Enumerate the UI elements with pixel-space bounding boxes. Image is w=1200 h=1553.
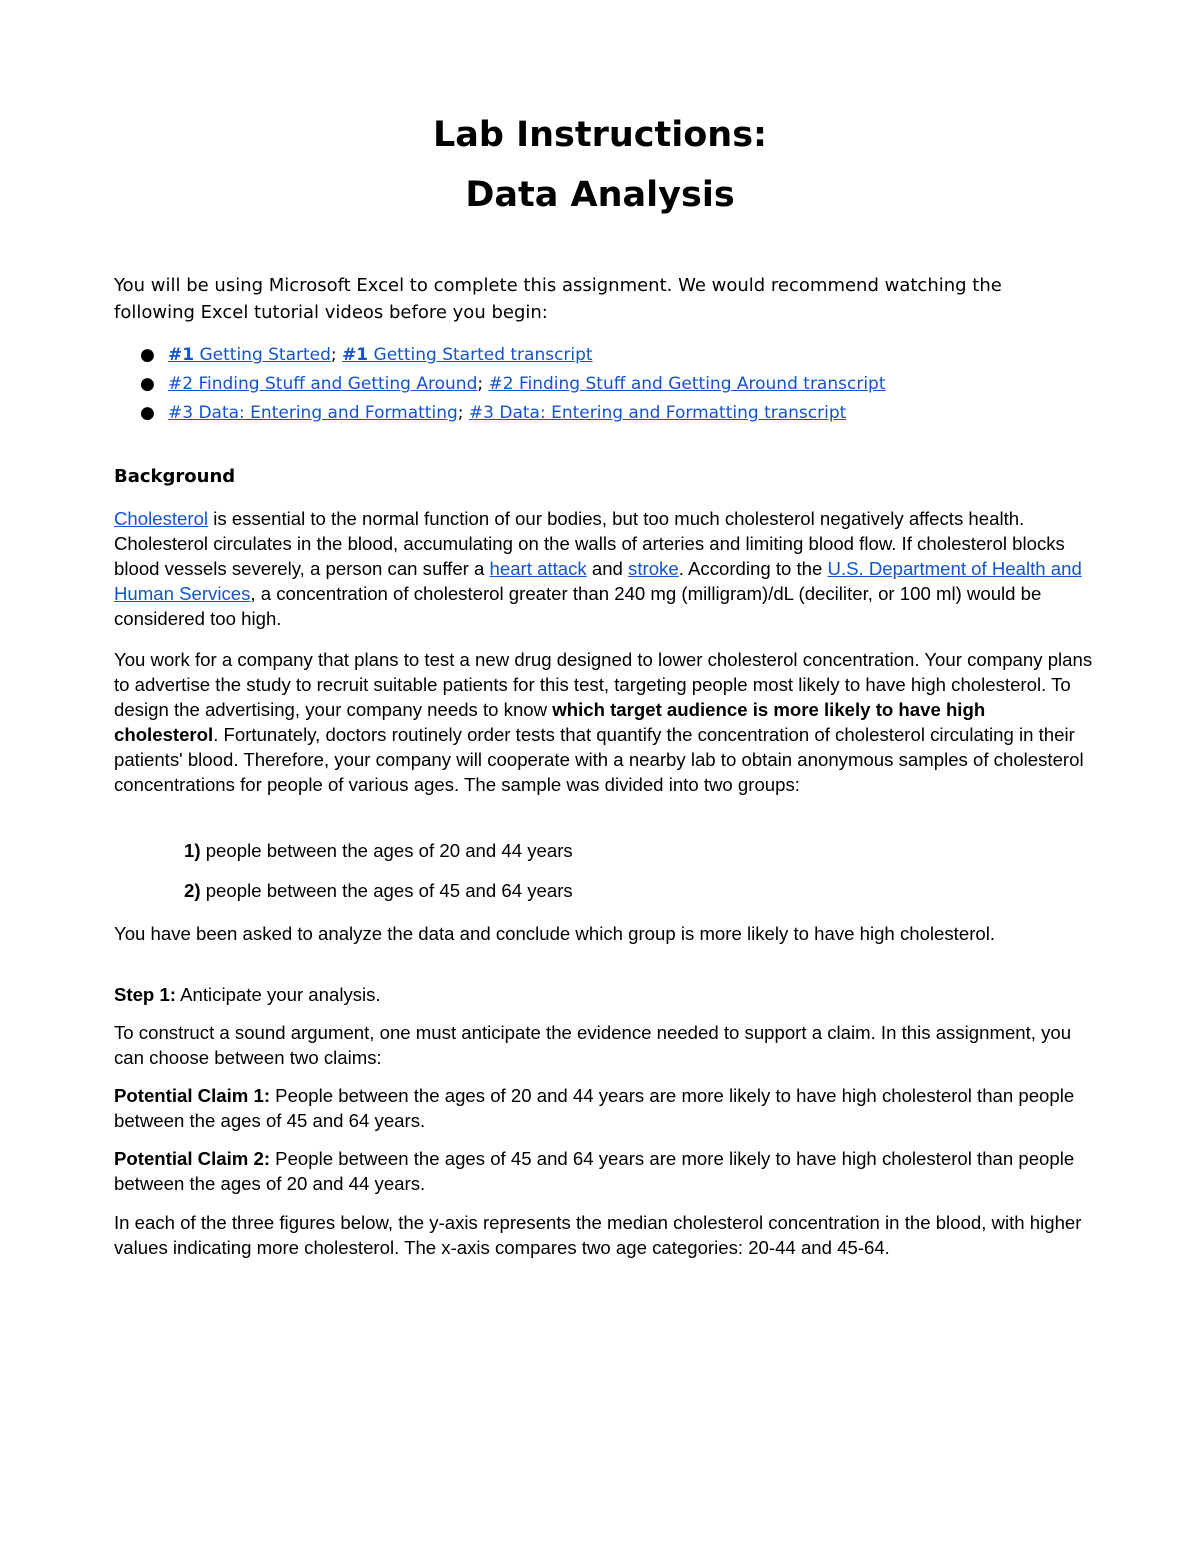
bullet-icon: ● bbox=[140, 374, 155, 394]
group-1: 1) people between the ages of 20 and 44 years bbox=[184, 840, 573, 861]
company-paragraph: You work for a company that plans to test a new drug designed to lower cholesterol concentration. Your company plans to advertise the study to recruit suitable patients for this test, targeting people most likely to have high cholesterol. To design the advertising, your company needs to know which target audience is more likely to have high cholesterol. Fortunately, doctors routinely order tests that quantify the concentration of cholesterol circulating in their patients' blood. Therefore, your company will cooperate with a nearby lab to obtain anonymous samples of cholesterol concentrations for people of various ages. The sample was divided into two groups: bbox=[114, 649, 1093, 795]
title-line-1: Lab Instructions: bbox=[432, 115, 768, 155]
group-2: 2) people between the ages of 45 and 64 years bbox=[184, 880, 573, 901]
link-data-entering[interactable]: #3 Data: Entering and Formatting bbox=[168, 403, 458, 423]
target-audience-emphasis: which target audience is more likely to have high cholesterol bbox=[114, 699, 986, 745]
figures-paragraph: In each of the three figures below, the y-axis represents the median cholesterol concentration in the blood, with higher values indicating more cholesterol. The x-axis compares two age categories: 20-44 and 45-64. bbox=[114, 1212, 1082, 1258]
link-separator: ; bbox=[330, 345, 343, 365]
construct-paragraph: To construct a sound argument, one must anticipate the evidence needed to support a claim. In this assignment, you can choose between two claims: bbox=[114, 1022, 1072, 1068]
link-separator: ; bbox=[477, 374, 489, 394]
tutorial-link-list bbox=[140, 342, 886, 429]
asked-paragraph: You have been asked to analyze the data and conclude which group is more likely to have high cholesterol. bbox=[114, 923, 996, 944]
claim-2: Potential Claim 2: People between the ages of 45 and 64 years are more likely to have high cholesterol than people between the ages of 20 and 44 years. bbox=[114, 1148, 1075, 1194]
list-item bbox=[140, 400, 886, 429]
link-hhs[interactable]: U.S. Department of Health and Human Services bbox=[114, 558, 1082, 604]
link-stroke[interactable]: stroke bbox=[628, 558, 679, 579]
list-item bbox=[140, 371, 886, 400]
link-getting-started-transcript[interactable]: #1 Getting Started transcript bbox=[342, 345, 593, 365]
link-separator: ; bbox=[457, 403, 469, 423]
list-item bbox=[140, 342, 886, 371]
link-getting-started[interactable]: #1 Getting Started bbox=[168, 345, 331, 365]
intro-paragraph: You will be using Microsoft Excel to complete this assignment. We would recommend watching the following Excel tutorial videos before you begin: bbox=[114, 275, 1002, 323]
background-paragraph: Cholesterol is essential to the normal function of our bodies, but too much cholesterol negatively affects health. Cholesterol circulates in the blood, accumulating on the walls of arteries and limiting blood flow. If cholesterol blocks blood vessels severely, a person can suffer a heart attack and stroke. According to the U.S. Department of Health and Human Services, a concentration of cholesterol greater than 240 mg (milligram)/dL (deciliter, or 100 ml) would be considered too high. bbox=[114, 508, 1082, 629]
bullet-icon: ● bbox=[140, 403, 155, 423]
bullet-icon: ● bbox=[140, 345, 155, 365]
step-1-heading: Step 1: Anticipate your analysis. bbox=[114, 984, 381, 1005]
title-line-2: Data Analysis bbox=[465, 175, 735, 215]
background-heading: Background bbox=[114, 466, 236, 487]
link-finding-stuff-transcript[interactable]: #2 Finding Stuff and Getting Around transcript bbox=[488, 374, 886, 394]
link-heart-attack[interactable]: heart attack bbox=[489, 558, 587, 579]
link-data-entering-transcript[interactable]: #3 Data: Entering and Formatting transcript bbox=[468, 403, 847, 423]
claim-1: Potential Claim 1: People between the ages of 20 and 44 years are more likely to have high cholesterol than people between the ages of 45 and 64 years. bbox=[114, 1085, 1075, 1131]
link-finding-stuff[interactable]: #2 Finding Stuff and Getting Around bbox=[168, 374, 478, 394]
link-cholesterol[interactable]: Cholesterol bbox=[114, 508, 209, 529]
